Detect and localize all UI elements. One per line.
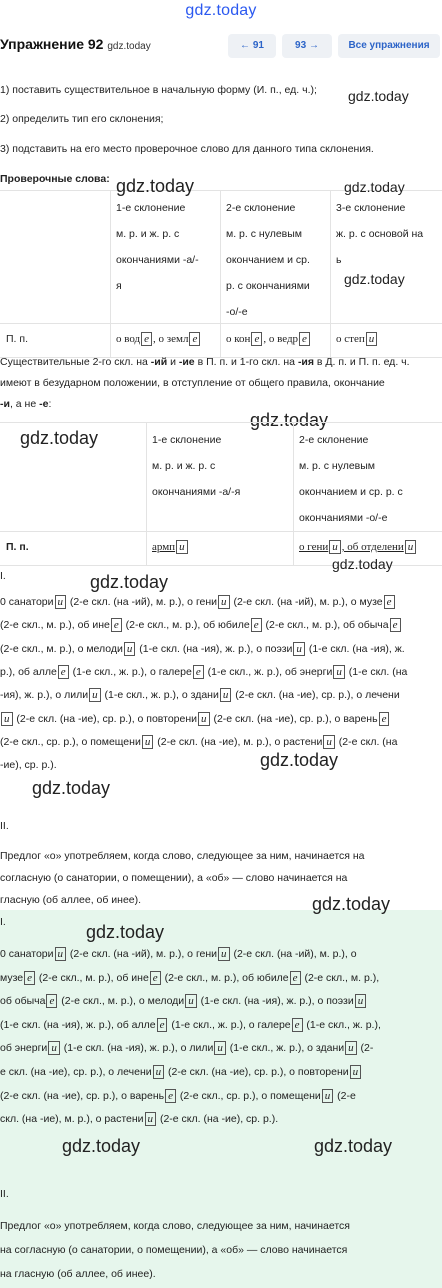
answer-line: е скл. (на -ие), ср. р.), о лечени и (2-е скл. (на -ие), ср. р.), о повторени и <box>0 1061 362 1084</box>
answer-line: (2-е скл., ср. р.), о помещени и (2-е скл. (на -ие), м. р.), о растени и (2-е скл. (на <box>0 735 398 748</box>
answer-line: музе е (2-е скл., м. р.), об ине е (2-е скл., м. р.), об юбиле е (2-е скл., м. р.), <box>0 971 380 984</box>
letter-box: и <box>333 665 345 679</box>
answer-line: (2-е скл., м. р.), о мелоди и (1-е скл. (на -ия), ж. р.), о поэзи и (1-е скл. (на -ия), ж. <box>0 642 405 655</box>
green-part2-line-3: на гласную (об аллее, об инее). <box>0 1268 156 1280</box>
t1-cell-3: о степ и <box>336 326 378 352</box>
title-watermark: gdz.today <box>107 41 151 52</box>
letter-box: е <box>58 665 69 679</box>
letter-box: е <box>290 971 301 985</box>
green-part2-line-1: Предлог «о» употребляем, когда слово, следующее за ним, начинается <box>0 1220 350 1232</box>
t2-col2-header: 2-е склонение м. р. с нулевым окончанием и ср. р. с окончаниями -о/-е <box>299 434 403 524</box>
watermark: gdz.today <box>332 556 393 572</box>
letter-box: и <box>55 595 67 609</box>
t2-col1-header: 1-е склонение м. р. и ж. р. с окончаниями -а/-я <box>152 434 241 498</box>
letter-box: е <box>165 1089 176 1103</box>
answer-line: 0 санатори и (2-е скл. (на -ий), м. р.), о гени и (2-е скл. (на -ий), м. р.), о <box>0 948 357 960</box>
letter-box: и <box>322 1089 334 1103</box>
letter-box: е <box>379 712 390 726</box>
letter-box: и <box>142 735 154 749</box>
answer-line: и (2-е скл. (на -ие), ср. р.), о повторени и (2-е скл. (на -ие), ср. р.), о варень е <box>0 708 390 731</box>
watermark: gdz.today <box>116 176 195 196</box>
t1-row-label: П. п. <box>6 333 28 345</box>
part1-label: I. <box>0 570 6 582</box>
watermark: gdz.today <box>62 1136 141 1156</box>
site-logo[interactable]: gdz.today <box>185 2 257 19</box>
letter-box: и <box>55 947 67 961</box>
rule-line-3: -и, а не -е: <box>0 398 52 410</box>
answer-line: об энерги и (1-е скл. (на -ия), ж. р.), о лили и (1-е скл., ж. р.), о здани и (2- <box>0 1042 374 1055</box>
green-part1-label: I. <box>0 916 6 928</box>
letter-box: и <box>214 1041 226 1055</box>
watermark: gdz.today <box>348 88 409 104</box>
prev-exercise-button[interactable]: ← 91 <box>228 34 276 58</box>
answer-line: р.), об алле е (1-е скл., ж. р.), о галере е (1-е скл., ж. р.), об энерги и (1-е скл. (на <box>0 665 408 678</box>
part2-line-3: гласную (об аллее, об инее). <box>0 894 142 906</box>
letter-box: е <box>111 618 122 632</box>
t1-cell-1: о вод е , о земл е <box>116 326 201 352</box>
answer-line: скл. (на -ие), м. р.), о растени и (2-е скл. (на -ие), ср. р.). <box>0 1113 279 1126</box>
watermark: gdz.today <box>90 572 169 592</box>
watermark: gdz.today <box>314 1136 393 1156</box>
letter-box: е <box>157 1018 168 1032</box>
letter-box: и <box>350 1065 362 1079</box>
letter-box: е <box>46 994 57 1008</box>
letter-box: и <box>48 1041 60 1055</box>
watermark: gdz.today <box>260 750 339 770</box>
letter-box: и <box>89 688 101 702</box>
letter-box: е <box>292 1018 303 1032</box>
part2-line-2: согласную (о санатории, о помещении), а «об» — слово начинается на <box>0 872 348 884</box>
intro-step-1: 1) поставить существительное в начальную форму (И. п., ед. ч.); <box>0 84 317 96</box>
watermark: gdz.today <box>86 922 165 942</box>
t1-cell-2: о кон е , о ведр е <box>226 326 311 352</box>
letter-box: е <box>193 665 204 679</box>
answer-line: 0 санатори и (2-е скл. (на -ий), м. р.), о гени и (2-е скл. (на -ий), м. р.), о музе е <box>0 591 396 614</box>
rule-line-1: Существительные 2-го скл. на -ий и -ие в П. п. и 1-го скл. на -ия в Д. п. и П. п. ед. ч. <box>0 356 410 368</box>
t1-col2-header: 2-е склонение м. р. с нулевым окончанием и ср. р. с окончаниями -о/-е <box>226 202 310 318</box>
letter-box: и <box>1 712 13 726</box>
letter-box: и <box>218 947 230 961</box>
green-part2-line-2: на согласную (о санатории, о помещении), а «об» — слово начинается <box>0 1244 348 1256</box>
green-part2-label: II. <box>0 1188 9 1200</box>
letter-box: е <box>390 618 401 632</box>
watermark: gdz.today <box>344 271 405 287</box>
all-exercises-button[interactable]: Все упражнения <box>338 34 440 58</box>
part2-label: II. <box>0 820 9 832</box>
watermark: gdz.today <box>32 778 111 798</box>
letter-box: и <box>323 735 335 749</box>
letter-box: и <box>355 994 367 1008</box>
letter-box: е <box>24 971 35 985</box>
watermark: gdz.today <box>312 894 391 914</box>
letter-box: и <box>153 1065 165 1079</box>
letter-box: и <box>220 688 232 702</box>
next-exercise-button[interactable]: 93 → <box>282 34 332 58</box>
t2-row-label: П. п. <box>6 541 29 553</box>
letter-box: и <box>345 1041 357 1055</box>
intro-step-3: 3) подставить на его место проверочное слово для данного типа склонения. <box>0 143 374 155</box>
t2-cell-1: армп и <box>152 534 189 560</box>
part2-line-1: Предлог «о» употребляем, когда слово, следующее за ним, начинается на <box>0 850 365 862</box>
answer-line: -ия), ж. р.), о лили и (1-е скл., ж. р.), о здани и (2-е скл. (на -ие), ср. р.), о лечени <box>0 689 400 702</box>
t1-col1-header: 1-е склонение м. р. и ж. р. с окончаниями -а/- я <box>116 202 199 292</box>
letter-box: и <box>218 595 230 609</box>
rule-line-2: имеют в безударном положении, в отступление от общего правила, окончание <box>0 377 385 389</box>
answer-line: -ие), ср. р.). <box>0 759 57 772</box>
watermark: gdz.today <box>250 410 329 430</box>
letter-box: е <box>384 595 395 609</box>
letter-box: и <box>124 642 136 656</box>
exercise-header <box>0 34 442 58</box>
watermark: gdz.today <box>344 179 405 195</box>
t1-col3-header: 3-е склонение ж. р. с основой на ь <box>336 202 424 266</box>
answer-line: (2-е скл. (на -ие), ср. р.), о варень е (2-е скл., ср. р.), о помещени и (2-е <box>0 1089 356 1102</box>
letter-box: е <box>150 971 161 985</box>
answer-line: (1-е скл. (на -ия), ж. р.), об алле е (1-е скл., ж. р.), о галере е (1-е скл., ж. р.), <box>0 1018 381 1031</box>
letter-box: е <box>251 618 262 632</box>
letter-box: и <box>145 1112 157 1126</box>
check-words-title: Проверочные слова: <box>0 173 110 185</box>
letter-box: и <box>198 712 210 726</box>
letter-box: и <box>185 994 197 1008</box>
letter-box: и <box>293 642 305 656</box>
answer-line: (2-е скл., м. р.), об ине е (2-е скл., м. р.), об юбиле е (2-е скл., м. р.), об обыча е <box>0 614 402 637</box>
t2-cell-2: о гени и , об отделени и <box>299 534 417 560</box>
answer-line: об обыча е (2-е скл., м. р.), о мелоди и (1-е скл. (на -ия), ж. р.), о поэзи и <box>0 990 367 1013</box>
watermark: gdz.today <box>20 428 99 448</box>
intro-step-2: 2) определить тип его склонения; <box>0 113 164 125</box>
page-title: Упражнение 92 gdz.today <box>0 36 151 52</box>
